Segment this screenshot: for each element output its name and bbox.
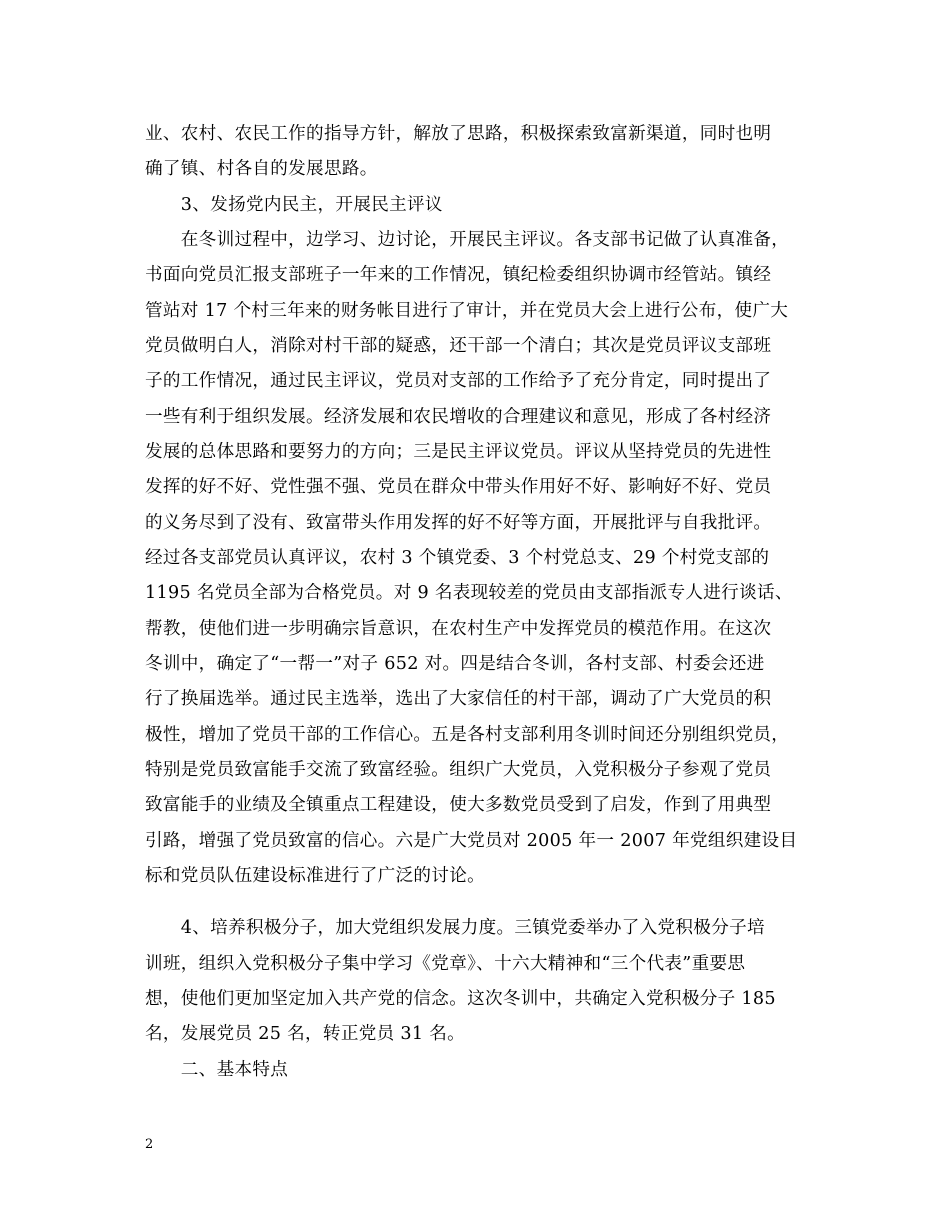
section-heading: 4、培养积极分子，加大党组织发展力度。三镇党委举办了入党积极分子培 [145, 918, 765, 938]
text-line: 致富能手的业绩及全镇重点工程建设，使大多数党员受到了启发，作到了用典型 [145, 795, 772, 815]
text-line: 想，使他们更加坚定加入共产党的信念。这次冬训中，共确定入党积极分子 185 [145, 989, 776, 1009]
text-line: 引路，增强了党员致富的信心。六是广大党员对 2005 年一 2007 年党组织建设目 [145, 831, 798, 851]
text-line: 帮教，使他们进一步明确宗旨意识，在农村生产中发挥党员的模范作用。在这次 [145, 619, 772, 639]
text-line: 标和党员队伍建设标准进行了广泛的讨论。 [145, 866, 485, 886]
text-line: 经过各支部党员认真评议，农村 3 个镇党委、3 个村党总支、29 个村党支部的 [145, 548, 770, 568]
text-line: 子的工作情况，通过民主评议，党员对支部的工作给予了充分肯定，同时提出了 [145, 371, 772, 391]
text-line: 冬训中，确定了“一帮一”对子 652 对。四是结合冬训，各村支部、村委会还进 [145, 654, 765, 674]
text-line: 一些有利于组织发展。经济发展和农民增收的合理建议和意见，形成了各村经济 [145, 407, 772, 427]
page-number: 2 [145, 1137, 154, 1152]
text-line: 发展的总体思路和要努力的方向；三是民主评议党员。评议从坚持党员的先进性 [145, 442, 772, 462]
text-line: 在冬训过程中，边学习、边讨论，开展民主评议。各支部书记做了认真准备， [145, 230, 790, 250]
section-heading: 3、发扬党内民主，开展民主评议 [145, 195, 443, 215]
text-line: 名，发展党员 25 名，转正党员 31 名。 [145, 1024, 466, 1044]
text-line: 特别是党员致富能手交流了致富经验。组织广大党员，入党积极分子参观了党员 [145, 760, 772, 780]
text-line: 的义务尽到了没有、致富带头作用发挥的好不好等方面，开展批评与自我批评。 [145, 513, 772, 533]
text-line: 1195 名党员全部为合格党员。对 9 名表现较差的党员由支部指派专人进行谈话、 [145, 583, 793, 603]
text-line: 行了换届选举。通过民主选举，选出了大家信任的村干部，调动了广大党员的积 [145, 689, 772, 709]
text-line: 确了镇、村各自的发展思路。 [145, 159, 378, 179]
text-line: 训班，组织入党积极分子集中学习《党章》、十六大精神和“三个代表”重要思 [145, 954, 746, 974]
text-line: 党员做明白人，消除对村干部的疑惑，还干部一个清白；其次是党员评议支部班 [145, 336, 772, 356]
text-line: 发挥的好不好、党性强不强、党员在群众中带头作用好不好、影响好不好、党员 [145, 477, 772, 497]
section-heading: 二、基本特点 [145, 1060, 289, 1080]
text-line: 管站对 17 个村三年来的财务帐目进行了审计，并在党员大会上进行公布，使广大 [145, 301, 789, 321]
text-line: 极性，增加了党员干部的工作信心。五是各村支部利用冬训时间还分别组织党员， [145, 725, 790, 745]
text-line: 书面向党员汇报支部班子一年来的工作情况，镇纪检委组织协调市经管站。镇经 [145, 265, 772, 285]
text-line: 业、农村、农民工作的指导方针，解放了思路，积极探索致富新渠道，同时也明 [145, 124, 772, 144]
